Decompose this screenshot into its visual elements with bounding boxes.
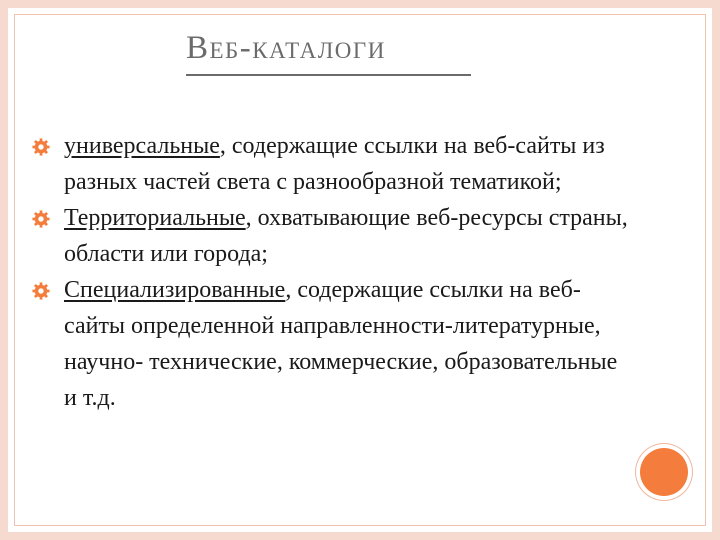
bullet-text: , охватывающие веб-ресурсы страны, области или города; (64, 205, 628, 267)
bullet-keyword: Территориальные (64, 205, 246, 231)
title-underline (186, 74, 471, 76)
bullet-item-specialized (28, 272, 628, 416)
bullet-item-universal (28, 128, 628, 200)
bullet-text: , содержащие ссылки на веб-сайты из разных частей света с разнообразной тематикой; (64, 133, 605, 195)
bullet-keyword: универсальные (64, 133, 220, 159)
gear-bullet-icon (32, 138, 50, 156)
gear-bullet-icon (32, 282, 50, 300)
bullet-keyword: Специализированные (64, 277, 286, 303)
bullet-item-territorial (28, 200, 628, 272)
decorative-orange-circle (640, 448, 688, 496)
bullet-list (28, 128, 628, 416)
bullet-text: , содержащие ссылки на веб-сайты определенной направленности-литературные, научно- технические, коммерческие, образовательные и т.д. (64, 277, 618, 411)
slide-title: Веб-каталоги (186, 30, 386, 66)
gear-bullet-icon (32, 210, 50, 228)
